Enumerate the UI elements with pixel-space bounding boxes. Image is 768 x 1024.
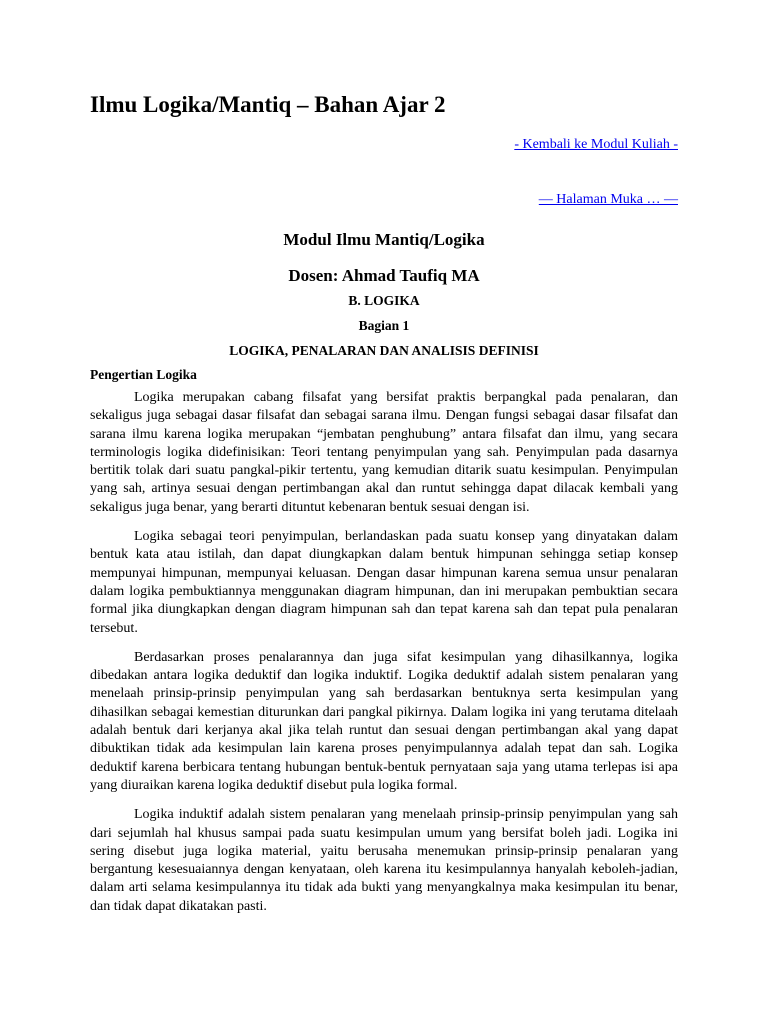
subheading: Pengertian Logika [90,367,197,382]
chapter-heading: LOGIKA, PENALARAN DAN ANALISIS DEFINISI [229,343,539,358]
home-page-link[interactable]: — Halaman Muka … — [538,192,678,207]
paragraph: Logika merupakan cabang filsafat yang bersifat praktis berpangkal pada penalaran, dan sekaligus juga sebagai dasar filsafat dan sebagai sarana ilmu. Dengan fungsi sebagai dasar filsafat dan sarana ilmu karena logika merupakan “jembatan penghubung” antara filsafat dan ilmu, yang secara terminologis logika didefinisikan: Teori tentang penyimpulan yang sah. Penyimpulan pada dasarnya bertitik tolak dari suatu pangkal-pikir tertentu, yang kemudian ditarik suatu kesimpulan. Penyimpulan yang sah, artinya sesuai dengan pertimbangan akal dan runtut sehingga dapat dilacak kembali yang sekaligus juga benar, yang berarti dituntut kebenaran bentuk sesuai dengan isi. [90,390,678,515]
part-heading: B. LOGIKA [348,293,420,308]
body-text [90,389,678,927]
page-title: Ilmu Logika/Mantiq – Bahan Ajar 2 [90,92,446,117]
paragraph: Logika sebagai teori penyimpulan, berlandaskan pada suatu konsep yang dinyatakan dalam bentuk kata atau istilah, dan dapat diungkapkan dalam bentuk himpunan sehingga setiap konsep mempunyai himpunan, mempunyai keluasan. Dengan dasar himpunan karena semua unsur penalaran dalam logika pembuktiannya menggunakan diagram himpunan, dan ini merupakan pembuktian secara formal jika diungkapkan dengan diagram himpunan sah dan tepat karena sah dan tepat pula penalaran tersebut. [90,529,678,636]
paragraph: Logika induktif adalah sistem penalaran yang menelaah prinsip-prinsip penyimpulan yang sah dari sejumlah hal khusus sampai pada suatu kesimpulan umum yang bersifat boleh jadi. Logika ini sering disebut juga logika material, yaitu berusaha menemukan prinsip-prinsip penalaran yang bergantung kesesuaiannya dengan kenyataan, oleh karena itu kesimpulannya hanyalah keboleh-jadian, dalam arti selama kesimpulannya itu tidak ada bukti yang menyangkalnya maka kesimpulan itu benar, dan tidak dapat dikatakan pasti. [90,807,678,914]
paragraph: Berdasarkan proses penalarannya dan juga sifat kesimpulan yang dihasilkannya, logika dibedakan antara logika deduktif dan logika induktif. Logika deduktif adalah sistem penalaran yang menelaah prinsip-prinsip penyimpulan yang sah berdasarkan bentuknya serta kesimpulan yang dihasilkan sebagai kemestian diturunkan dari pangkal pikirnya. Dalam logika ini yang terutama ditelaah adalah bentuk dari kerjanya akal jika telah runtut dan sesuai dengan pertimbangan akal yang dapat dibuktikan tidak ada kesimpulan lain karena proses penyimpulannya adalah tepat dan sah. Logika deduktif karena berbicara tentang hubungan bentuk-bentuk pernyataan saja yang utama terlepas isi apa yang diuraikan karena logika deduktif disebut pula logika formal. [90,649,678,793]
back-to-modules-link[interactable]: - Kembali ke Modul Kuliah - [514,137,678,152]
section-heading: Bagian 1 [358,318,410,333]
lecturer-heading: Dosen: Ahmad Taufiq MA [288,266,480,285]
module-heading: Modul Ilmu Mantiq/Logika [283,230,485,249]
